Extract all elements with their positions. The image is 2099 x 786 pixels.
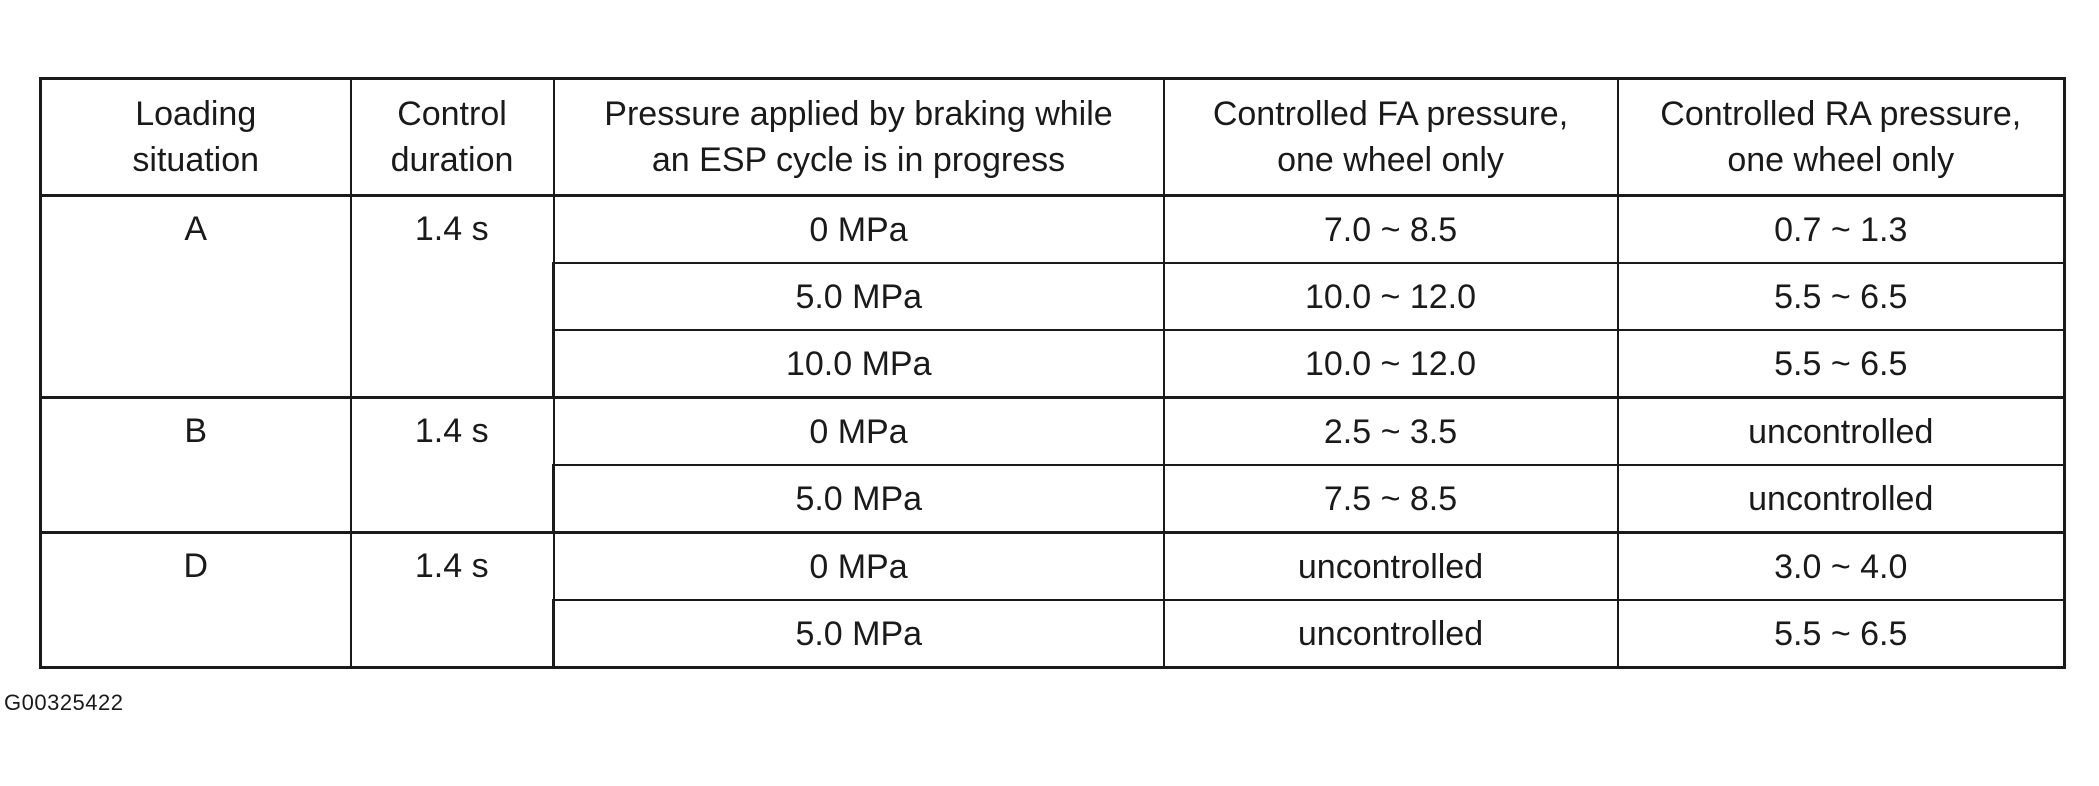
header-braking-pressure-line-2: an ESP cycle is in progress [651, 141, 1066, 179]
control-duration-cell: 1.4 s [351, 398, 554, 533]
braking-pressure-cell: 5.0 MPa [554, 263, 1164, 330]
header-control-duration [351, 79, 554, 196]
ra-pressure-cell: 3.0 ~ 4.0 [1618, 533, 2065, 601]
table-row [41, 196, 2065, 264]
header-control-duration-line-2: duration [390, 141, 514, 179]
table-row [41, 533, 2065, 601]
header-braking-pressure-line-1: Pressure applied by braking while [604, 95, 1113, 133]
header-loading-situation-line-2: situation [132, 141, 260, 179]
header-loading-situation [41, 79, 351, 196]
loading-situation-cell: D [41, 533, 351, 668]
ra-pressure-cell: 5.5 ~ 6.5 [1618, 263, 2065, 330]
control-duration-cell: 1.4 s [351, 533, 554, 668]
header-braking-pressure [554, 79, 1164, 196]
fa-pressure-cell: 7.5 ~ 8.5 [1164, 465, 1618, 533]
braking-pressure-cell: 0 MPa [554, 533, 1164, 601]
control-duration-cell: 1.4 s [351, 196, 554, 398]
figure-id-label: G00325422 [4, 690, 124, 715]
braking-pressure-cell: 10.0 MPa [554, 330, 1164, 398]
ra-pressure-cell: uncontrolled [1618, 398, 2065, 466]
braking-pressure-cell: 0 MPa [554, 196, 1164, 264]
header-fa-pressure-line-2: one wheel only [1277, 141, 1504, 179]
ra-pressure-cell: uncontrolled [1618, 465, 2065, 533]
esp-pressure-spec-table [39, 77, 2066, 669]
header-loading-situation-line-1: Loading [135, 95, 257, 133]
header-ra-pressure-line-2: one wheel only [1727, 141, 1955, 179]
ra-pressure-cell: 5.5 ~ 6.5 [1618, 330, 2065, 398]
fa-pressure-cell: 7.0 ~ 8.5 [1164, 196, 1618, 264]
ra-pressure-cell: 0.7 ~ 1.3 [1618, 196, 2065, 264]
fa-pressure-cell: 2.5 ~ 3.5 [1164, 398, 1618, 466]
header-fa-pressure-line-1: Controlled FA pressure, [1212, 95, 1569, 133]
fa-pressure-cell: uncontrolled [1164, 600, 1618, 668]
table-row [41, 398, 2065, 466]
ra-pressure-cell: 5.5 ~ 6.5 [1618, 600, 2065, 668]
header-ra-pressure [1618, 79, 2065, 196]
loading-situation-cell: B [41, 398, 351, 533]
fa-pressure-cell: uncontrolled [1164, 533, 1618, 601]
header-ra-pressure-line-1: Controlled RA pressure, [1660, 95, 2022, 133]
header-fa-pressure [1164, 79, 1618, 196]
braking-pressure-cell: 5.0 MPa [554, 600, 1164, 668]
table-header-row [41, 79, 2065, 196]
loading-situation-cell: A [41, 196, 351, 398]
fa-pressure-cell: 10.0 ~ 12.0 [1164, 263, 1618, 330]
fa-pressure-cell: 10.0 ~ 12.0 [1164, 330, 1618, 398]
header-control-duration-line-1: Control [397, 95, 507, 133]
braking-pressure-cell: 0 MPa [554, 398, 1164, 466]
braking-pressure-cell: 5.0 MPa [554, 465, 1164, 533]
